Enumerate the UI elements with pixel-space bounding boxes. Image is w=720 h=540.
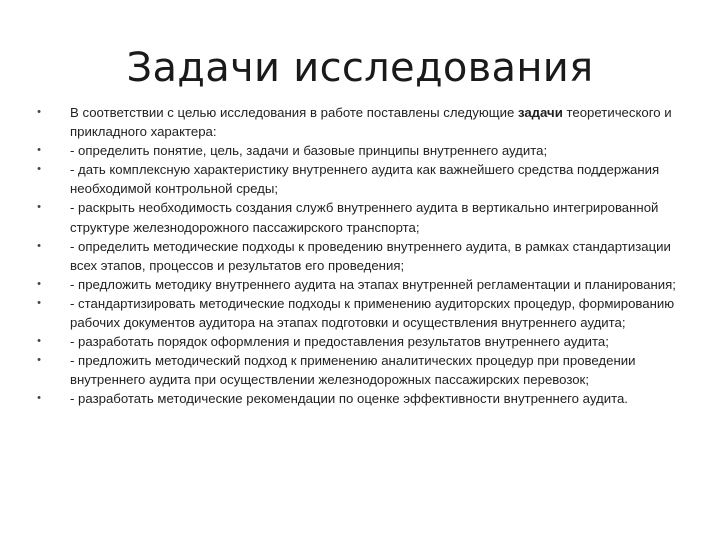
list-item-text: - определить понятие, цель, задачи и базовые принципы внутреннего аудита;	[70, 143, 548, 159]
bullet-icon: •	[37, 163, 41, 176]
list-item-intro	[34, 103, 684, 141]
list-item	[34, 237, 684, 275]
intro-text	[70, 103, 684, 141]
list-item-text: - разработать порядок оформления и предоставления результатов внутреннего аудита;	[70, 334, 609, 350]
bullet-icon: •	[37, 201, 41, 214]
bullet-icon: •	[37, 144, 41, 157]
list-item	[34, 294, 684, 332]
list-item	[34, 351, 684, 389]
list-item	[34, 160, 684, 198]
list-item-text: - раскрыть необходимость создания служб внутреннего аудита в вертикально интегрированной структуре железнодорожного пассажирского транспорта;	[70, 200, 659, 235]
bullet-icon: •	[37, 106, 41, 118]
bullet-icon: •	[37, 335, 41, 348]
list-item-text: - предложить методику внутреннего аудита на этапах внутренней регламентации и планирования;	[70, 276, 676, 292]
bullet-icon: •	[37, 392, 41, 405]
intro-text-before: В соответствии с целью исследования в работе поставлены следующие	[70, 105, 518, 120]
list-item	[34, 141, 684, 160]
list-item	[34, 389, 684, 408]
list-item-text: - стандартизировать методические подходы к применению аудиторских процедур, формированию рабочих документов аудитора на этапах подготовки и осуществления внутреннего аудита;	[70, 295, 675, 331]
bullet-icon: •	[37, 239, 41, 252]
list-item-text: - предложить методический подход к применению аналитических процедур при проведении внутреннего аудита при осуществлении железнодорожных пассажирских перевозок;	[70, 353, 636, 388]
bullet-icon: •	[37, 354, 41, 367]
bullet-icon: •	[37, 277, 41, 290]
tasks-list	[34, 103, 684, 409]
list-item-text: - разработать методические рекомендации по оценке эффективности внутреннего аудита.	[70, 391, 628, 407]
bullet-icon: •	[37, 296, 41, 309]
intro-text-after: теоретического и прикладного характера:	[70, 105, 672, 140]
list-item-text: - определить методические подходы к проведению внутреннего аудита, в рамках стандартизации всех этапов, процессов и результатов его проведения;	[70, 238, 671, 273]
list-item-text: - дать комплексную характеристику внутреннего аудита как важнейшего средства поддержания необходимой контрольной среды;	[70, 162, 660, 197]
list-item	[34, 198, 684, 236]
list-item	[34, 275, 684, 294]
slide-title: Задачи исследования	[126, 45, 594, 91]
intro-text-emphasis: задачи	[517, 105, 563, 120]
list-item	[34, 332, 684, 351]
